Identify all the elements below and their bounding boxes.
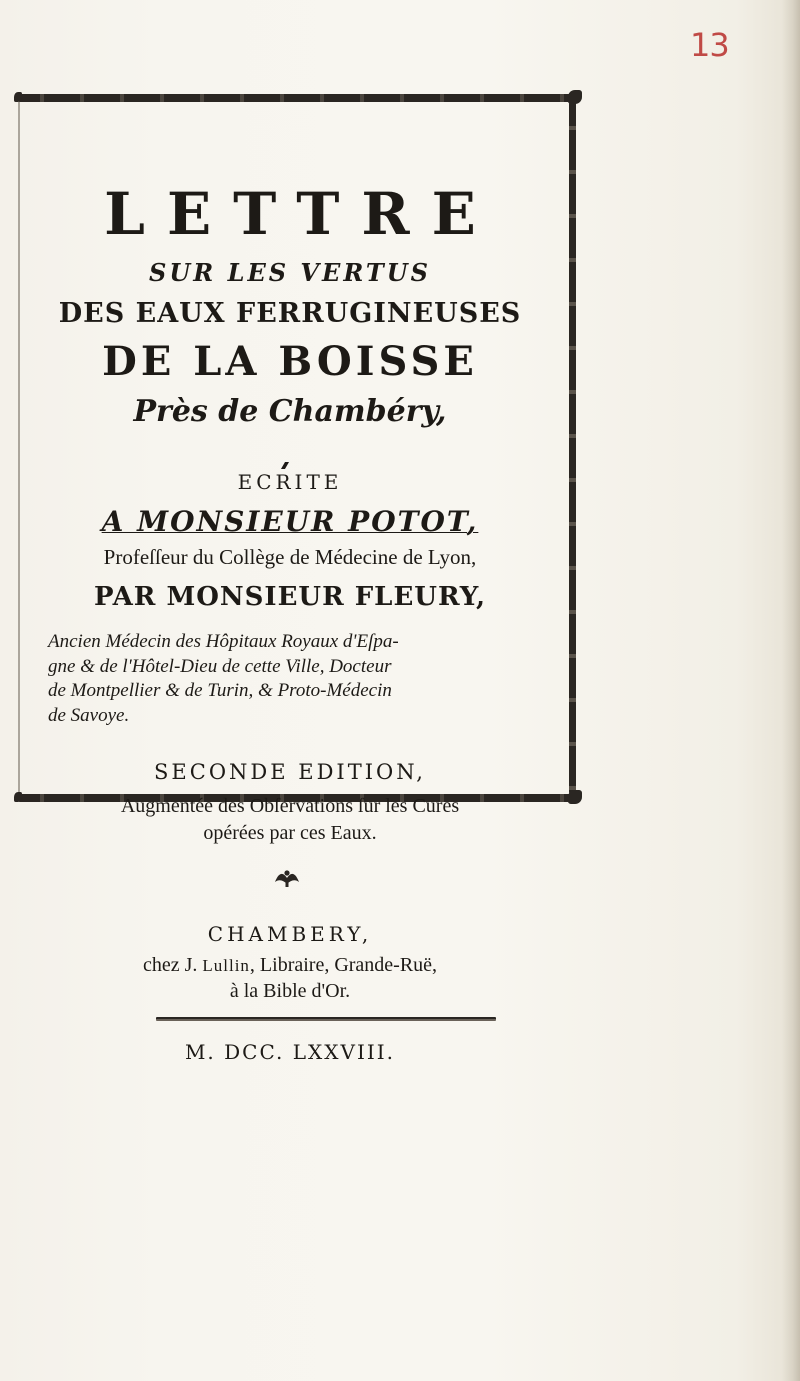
addressee-line: A MONSIEUR POTOT,: [101, 505, 479, 538]
border-top: [18, 94, 578, 102]
corner-ornament-bottom-right: [568, 790, 582, 804]
written-label: ECRITE: [237, 470, 343, 494]
printer-ornament-icon: [273, 868, 301, 888]
addressee-title: Profeſſeur du Collège de Médecine de Lyon,: [103, 545, 477, 569]
author-line: PAR MONSIEUR FLEURY,: [93, 582, 487, 612]
author-description-line: de Savoye.: [48, 704, 130, 726]
corner-ornament-top-right: [568, 90, 582, 104]
publisher-prefix: chez J.: [142, 954, 198, 976]
author-description-line: de Montpellier & de Turin, & Proto-Médecin: [48, 680, 392, 701]
edition-line: SECONDE EDITION,: [154, 760, 426, 784]
imprint-date: M. DCC. LXXVIII.: [184, 1040, 396, 1064]
publisher-name: Lullin: [202, 956, 250, 975]
separator-rule: [156, 1017, 496, 1021]
author-description: [48, 630, 568, 728]
augmented-line: Augmentée des Obſervations ſur les Cures: [120, 795, 460, 817]
author-description-line: gne & de l'Hôtel-Dieu de cette Ville, Docteur: [48, 655, 392, 677]
imprint-publisher: [20, 954, 560, 977]
corner-ornament-top-left: [14, 92, 22, 102]
title-heading: LETTRE: [104, 180, 498, 248]
subtitle-vertus: SUR LES VERTUS: [149, 258, 431, 287]
page-edge-shadow: [782, 0, 800, 1381]
imprint-sign: à la Bible d'Or.: [229, 980, 351, 1002]
author-description-line: Ancien Médecin des Hôpitaux Royaux d'Eſpa-: [48, 631, 399, 652]
publisher-suffix: , Libraire, Grande-Ruë,: [249, 954, 438, 976]
imprint-place: CHAMBERY,: [207, 922, 373, 946]
subtitle-boisse: DE LA BOISSE: [102, 338, 478, 385]
subtitle-chambery: Près de Chambéry,: [133, 394, 447, 429]
augmented-line-2: opérées par ces Eaux.: [203, 822, 377, 844]
folio-mark: 13: [690, 26, 729, 64]
subtitle-eaux: DES EAUX FERRUGINEUSES: [58, 298, 522, 329]
border-right: [569, 102, 576, 794]
